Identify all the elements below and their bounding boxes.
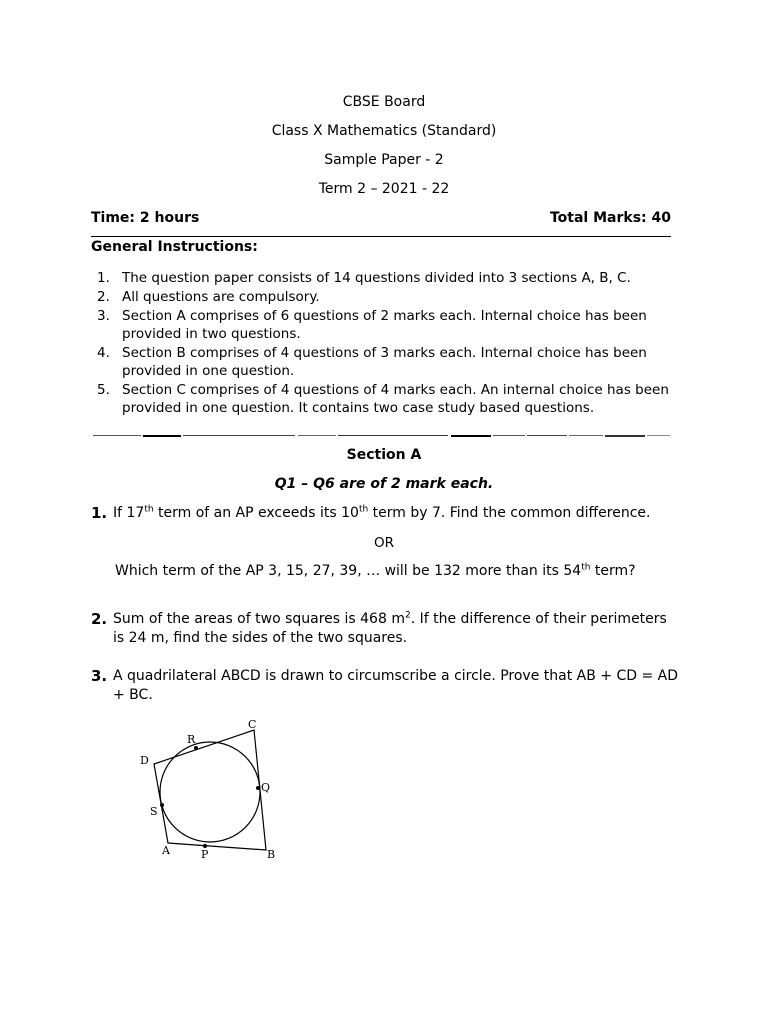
instruction-item [97,269,677,287]
question-number: 2. [91,610,108,628]
board-title: CBSE Board [342,94,426,110]
instruction-num: 1. [97,270,110,286]
time-label: Time: 2 hours [91,210,200,226]
instruction-text: Section A comprises of 6 questions of 2 marks each. Internal choice has been provided in two questions. [122,308,647,342]
question-3-text: A quadrilateral ABCD is drawn to circumscribe a circle. Prove that AB + CD = AD + BC. [113,668,679,703]
or-label: OR [373,535,394,551]
inscribed-circle [160,742,260,842]
label-s: S [150,805,158,818]
paper-title: Sample Paper - 2 [324,152,444,168]
meta-row [91,210,671,226]
instruction-num: 3. [97,308,110,324]
label-p: P [201,848,209,861]
label-r: R [187,733,196,746]
question-number: 1. [91,504,108,522]
tangent-point-s [160,803,164,807]
instructions-title: General Instructions: [91,239,258,255]
quadrilateral-abcd [154,730,266,850]
quadrilateral-circle-figure [130,712,300,872]
instruction-num: 5. [97,382,110,398]
section-title: Section A [346,447,422,463]
question-2-text: Sum of the areas of two squares is 468 $m^2$. If the difference of their perimeters is 24 m, find the sides of the two squares. [113,610,667,646]
instruction-item [97,381,677,417]
header-divider [91,236,671,237]
term-title: Term 2 – 2021 - 22 [318,181,450,197]
label-q: Q [261,781,271,794]
subject-title: Class X Mathematics (Standard) [271,123,497,139]
instruction-text: Section B comprises of 4 questions of 3 marks each. Internal choice has been provided in one question. [122,345,647,379]
question-number: 3. [91,667,108,685]
label-d: D [140,754,149,767]
instruction-num: 2. [97,289,110,305]
instruction-item [97,307,677,343]
instruction-text: The question paper consists of 14 questions divided into 3 sections A, B, C. [122,270,631,286]
label-a: A [162,844,170,857]
tangent-point-q [256,786,260,790]
instruction-text: Section C comprises of 4 questions of 4 marks each. An internal choice has been provided in one question. It contains two case study based questions. [122,382,669,416]
instruction-text: All questions are compulsory. [122,289,320,305]
question-3 [91,667,681,705]
instructions-list [97,269,677,418]
instruction-item [97,288,677,306]
total-marks-label: Total Marks: 40 [549,210,671,226]
label-c: C [248,718,257,731]
question-2 [91,610,681,648]
section-subtitle: Q1 – Q6 are of 2 mark each. [274,476,494,492]
instruction-num: 4. [97,345,110,361]
label-b: B [267,848,276,861]
question-1-text: If 17th term of an AP exceeds its 10th term by 7. Find the common difference. [113,504,651,521]
question-1 [91,504,681,523]
question-1-alternative: Which term of the AP 3, 15, 27, 39, … will be 132 more than its 54th term? [115,562,636,579]
tangent-point-r [194,746,198,750]
instruction-item [97,344,677,380]
